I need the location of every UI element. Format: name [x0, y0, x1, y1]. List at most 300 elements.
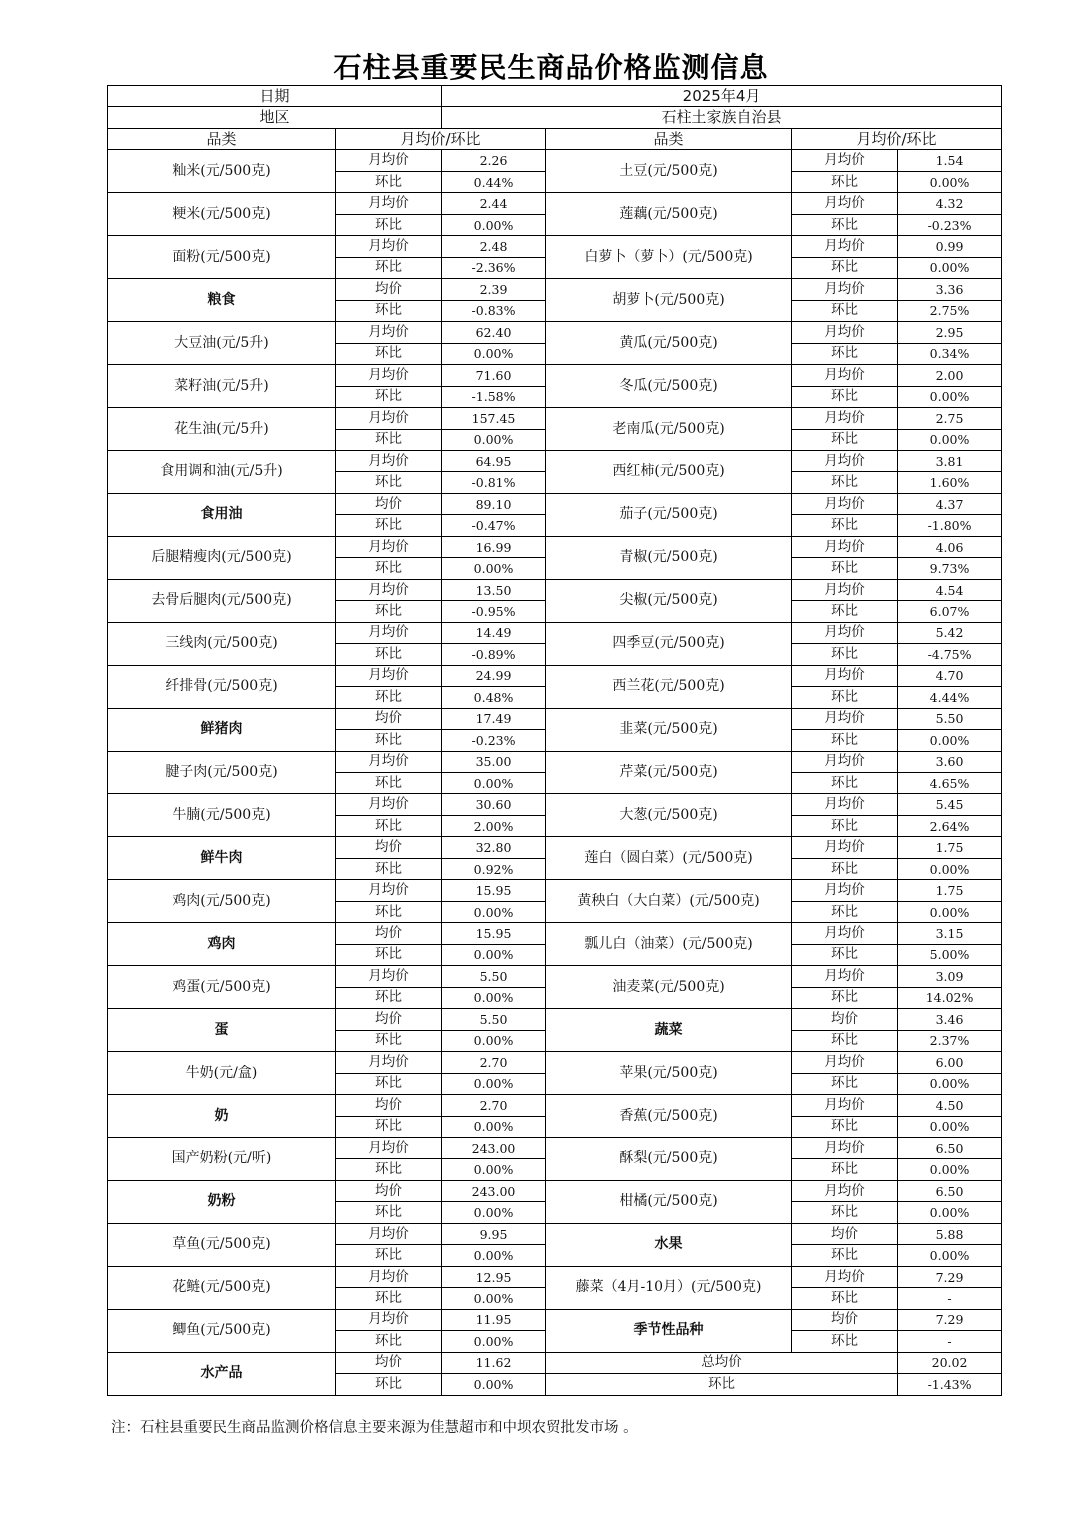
price-value: 2.26: [442, 150, 546, 171]
price-value: 6.50: [898, 1137, 1002, 1158]
change-value: -0.23%: [442, 730, 546, 751]
item-name: 三线肉(元/500克): [108, 622, 336, 665]
change-value: 0.00%: [442, 429, 546, 450]
change-value: 0.00%: [442, 987, 546, 1008]
price-value: 30.60: [442, 794, 546, 815]
price-label: 月均价: [336, 1266, 442, 1287]
table-row: [108, 837, 1002, 858]
change-value: 0.00%: [898, 901, 1002, 922]
change-label: 环比: [792, 386, 898, 407]
change-label: 环比: [792, 472, 898, 493]
change-label: 环比: [792, 944, 898, 965]
change-value: 0.00%: [898, 858, 1002, 879]
change-value: 0.00%: [898, 1073, 1002, 1094]
price-label: 月均价: [336, 1137, 442, 1158]
price-value: 3.09: [898, 966, 1002, 987]
price-value: 1.75: [898, 837, 1002, 858]
price-value: 2.44: [442, 193, 546, 214]
change-value: 0.00%: [898, 1202, 1002, 1223]
change-label: 环比: [336, 1202, 442, 1223]
change-value: 6.07%: [898, 601, 1002, 622]
price-value: 15.95: [442, 923, 546, 944]
price-value: 12.95: [442, 1266, 546, 1287]
change-value: 0.00%: [442, 773, 546, 794]
change-label: 环比: [792, 171, 898, 192]
change-value: 0.48%: [442, 687, 546, 708]
change-label: 环比: [792, 1331, 898, 1352]
date-row: [108, 86, 1002, 107]
change-value: -2.36%: [442, 257, 546, 278]
column-header-row: [108, 128, 1002, 149]
item-name: 土豆(元/500克): [546, 150, 792, 193]
price-label: 月均价: [792, 1095, 898, 1116]
price-label: 月均价: [792, 322, 898, 343]
item-name: 牛腩(元/500克): [108, 794, 336, 837]
price-value: 1.54: [898, 150, 1002, 171]
price-value: 11.62: [442, 1352, 546, 1373]
table-row: [108, 493, 1002, 514]
category-subtotal-name: 水果: [546, 1223, 792, 1266]
price-label: 月均价: [792, 794, 898, 815]
item-name: 鸡蛋(元/500克): [108, 966, 336, 1009]
price-value: 2.75: [898, 408, 1002, 429]
change-value: 14.02%: [898, 987, 1002, 1008]
change-label: 环比: [336, 1116, 442, 1137]
change-label: 环比: [336, 1159, 442, 1180]
price-value: 5.45: [898, 794, 1002, 815]
price-value: 5.50: [442, 966, 546, 987]
table-row: [108, 579, 1002, 600]
table-row: [108, 1009, 1002, 1030]
item-name: 牛奶(元/盒): [108, 1052, 336, 1095]
item-name: 香蕉(元/500克): [546, 1095, 792, 1138]
price-value: 11.95: [442, 1309, 546, 1330]
table-row: [108, 1137, 1002, 1158]
right-category-header: 品类: [546, 128, 792, 149]
footnote: 注：石柱县重要民生商品监测价格信息主要来源为佳慧超市和中坝农贸批发市场 。: [111, 1420, 638, 1436]
price-value: 5.42: [898, 622, 1002, 643]
price-label: 均价: [336, 493, 442, 514]
price-value: 2.00: [898, 365, 1002, 386]
region-value: 石柱土家族自治县: [442, 107, 1002, 128]
item-name: 花生油(元/5升): [108, 408, 336, 451]
price-label: 月均价: [336, 1052, 442, 1073]
change-value: 0.00%: [442, 1245, 546, 1266]
price-value: 5.88: [898, 1223, 1002, 1244]
price-label: 均价: [336, 1095, 442, 1116]
item-name: 大豆油(元/5升): [108, 322, 336, 365]
price-label: 月均价: [792, 837, 898, 858]
price-value: 6.50: [898, 1180, 1002, 1201]
category-subtotal-name: 蔬菜: [546, 1009, 792, 1052]
change-label: 环比: [336, 773, 442, 794]
change-value: 0.44%: [442, 171, 546, 192]
change-label: 环比: [792, 429, 898, 450]
change-value: 0.00%: [442, 1073, 546, 1094]
price-label: 月均价: [336, 408, 442, 429]
category-subtotal-name: 粮食: [108, 279, 336, 322]
total-average-label: 总均价: [546, 1352, 898, 1373]
change-value: 9.73%: [898, 558, 1002, 579]
price-value: 15.95: [442, 880, 546, 901]
price-label: 月均价: [792, 236, 898, 257]
change-label: 环比: [336, 1073, 442, 1094]
change-label: 环比: [792, 257, 898, 278]
price-label: 月均价: [336, 1309, 442, 1330]
price-value: 4.06: [898, 536, 1002, 557]
price-value: 9.95: [442, 1223, 546, 1244]
right-price-header: 月均价/环比: [792, 128, 1002, 149]
change-value: -4.75%: [898, 644, 1002, 665]
item-name: 后腿精瘦肉(元/500克): [108, 536, 336, 579]
table-row: [108, 923, 1002, 944]
item-name: 柑橘(元/500克): [546, 1180, 792, 1223]
change-value: 0.00%: [898, 1116, 1002, 1137]
change-label: 环比: [792, 1116, 898, 1137]
table-row: [108, 966, 1002, 987]
change-value: 0.00%: [898, 429, 1002, 450]
item-name: 菜籽油(元/5升): [108, 365, 336, 408]
table-row: [108, 1180, 1002, 1201]
change-label: 环比: [792, 815, 898, 836]
change-value: 0.00%: [442, 1116, 546, 1137]
price-label: 均价: [336, 1352, 442, 1373]
price-label: 月均价: [792, 1180, 898, 1201]
change-label: 环比: [792, 1159, 898, 1180]
price-value: 5.50: [898, 708, 1002, 729]
change-value: 0.00%: [442, 1202, 546, 1223]
change-value: 0.00%: [442, 1159, 546, 1180]
change-value: -0.89%: [442, 644, 546, 665]
table-row: [108, 236, 1002, 257]
table-row: [108, 665, 1002, 686]
item-name: 西红柿(元/500克): [546, 450, 792, 493]
change-value: 0.00%: [442, 558, 546, 579]
category-subtotal-name: 奶粉: [108, 1180, 336, 1223]
table-row: [108, 279, 1002, 300]
price-label: 月均价: [792, 966, 898, 987]
change-value: 0.00%: [898, 386, 1002, 407]
change-label: 环比: [336, 944, 442, 965]
change-value: 4.44%: [898, 687, 1002, 708]
change-label: 环比: [792, 1073, 898, 1094]
price-label: 月均价: [336, 622, 442, 643]
total-change-value: -1.43%: [898, 1374, 1002, 1395]
price-label: 月均价: [336, 880, 442, 901]
change-label: 环比: [792, 343, 898, 364]
item-name: 腱子肉(元/500克): [108, 751, 336, 794]
change-value: 2.00%: [442, 815, 546, 836]
price-label: 月均价: [792, 450, 898, 471]
price-value: 4.32: [898, 193, 1002, 214]
change-value: 0.92%: [442, 858, 546, 879]
change-label: 环比: [792, 730, 898, 751]
price-value: 3.46: [898, 1009, 1002, 1030]
left-category-header: 品类: [108, 128, 336, 149]
price-value: 6.00: [898, 1052, 1002, 1073]
price-label: 月均价: [336, 536, 442, 557]
left-price-header: 月均价/环比: [336, 128, 546, 149]
change-label: 环比: [336, 687, 442, 708]
table-row: [108, 1052, 1002, 1073]
category-subtotal-name: 水产品: [108, 1352, 336, 1395]
item-name: 鸡肉(元/500克): [108, 880, 336, 923]
price-label: 月均价: [336, 751, 442, 772]
price-value: 4.54: [898, 579, 1002, 600]
change-label: 环比: [336, 858, 442, 879]
price-value: 2.70: [442, 1052, 546, 1073]
item-name: 莲白（圆白菜）(元/500克): [546, 837, 792, 880]
category-subtotal-name: 食用油: [108, 493, 336, 536]
change-label: 环比: [336, 300, 442, 321]
table-row: [108, 751, 1002, 772]
price-label: 月均价: [792, 193, 898, 214]
price-value: 3.60: [898, 751, 1002, 772]
price-value: 2.95: [898, 322, 1002, 343]
price-label: 月均价: [336, 450, 442, 471]
price-label: 月均价: [792, 751, 898, 772]
change-label: 环比: [336, 1288, 442, 1309]
price-label: 均价: [336, 923, 442, 944]
price-value: 71.60: [442, 365, 546, 386]
category-subtotal-name: 季节性品种: [546, 1309, 792, 1352]
item-name: 青椒(元/500克): [546, 536, 792, 579]
price-value: 32.80: [442, 837, 546, 858]
item-name: 藤菜（4月-10月）(元/500克): [546, 1266, 792, 1309]
table-row: [108, 880, 1002, 901]
table-row: [108, 322, 1002, 343]
change-value: 0.00%: [442, 343, 546, 364]
price-table-body: [108, 86, 1002, 1396]
price-label: 均价: [792, 1309, 898, 1330]
change-label: 环比: [792, 300, 898, 321]
item-name: 白萝卜（萝卜）(元/500克): [546, 236, 792, 279]
price-label: 月均价: [792, 1137, 898, 1158]
price-value: 3.36: [898, 279, 1002, 300]
table-row: [108, 1352, 1002, 1373]
change-value: 2.75%: [898, 300, 1002, 321]
item-name: 国产奶粉(元/听): [108, 1137, 336, 1180]
item-name: 花鲢(元/500克): [108, 1266, 336, 1309]
price-label: 月均价: [336, 1223, 442, 1244]
item-name: 面粉(元/500克): [108, 236, 336, 279]
item-name: 油麦菜(元/500克): [546, 966, 792, 1009]
price-label: 月均价: [792, 279, 898, 300]
price-value: 3.81: [898, 450, 1002, 471]
category-subtotal-name: 奶: [108, 1095, 336, 1138]
change-label: 环比: [792, 1202, 898, 1223]
item-name: 芹菜(元/500克): [546, 751, 792, 794]
change-label: 环比: [336, 343, 442, 364]
item-name: 食用调和油(元/5升): [108, 450, 336, 493]
change-label: 环比: [336, 601, 442, 622]
price-label: 月均价: [336, 193, 442, 214]
price-value: 7.29: [898, 1309, 1002, 1330]
change-label: 环比: [792, 644, 898, 665]
item-name: 韭菜(元/500克): [546, 708, 792, 751]
region-row: [108, 107, 1002, 128]
change-value: -1.58%: [442, 386, 546, 407]
price-value: 13.50: [442, 579, 546, 600]
item-name: 西兰花(元/500克): [546, 665, 792, 708]
price-value: 243.00: [442, 1137, 546, 1158]
item-name: 鲫鱼(元/500克): [108, 1309, 336, 1352]
change-value: 0.00%: [442, 901, 546, 922]
change-value: 0.00%: [442, 944, 546, 965]
price-label: 月均价: [336, 322, 442, 343]
price-label: 均价: [792, 1009, 898, 1030]
change-label: 环比: [792, 987, 898, 1008]
change-value: 5.00%: [898, 944, 1002, 965]
change-value: 2.64%: [898, 815, 1002, 836]
change-label: 环比: [336, 1374, 442, 1395]
table-row: [108, 408, 1002, 429]
price-value: 4.37: [898, 493, 1002, 514]
category-subtotal-name: 蛋: [108, 1009, 336, 1052]
price-label: 月均价: [336, 794, 442, 815]
price-value: 62.40: [442, 322, 546, 343]
change-label: 环比: [336, 515, 442, 536]
change-label: 环比: [336, 644, 442, 665]
item-name: 老南瓜(元/500克): [546, 408, 792, 451]
item-name: 黄秧白（大白菜）(元/500克): [546, 880, 792, 923]
price-value: 2.70: [442, 1095, 546, 1116]
price-label: 月均价: [792, 579, 898, 600]
item-name: 瓢儿白（油菜）(元/500克): [546, 923, 792, 966]
price-label: 均价: [336, 837, 442, 858]
change-value: 0.00%: [898, 1159, 1002, 1180]
price-value: 157.45: [442, 408, 546, 429]
item-name: 去骨后腿肉(元/500克): [108, 579, 336, 622]
price-label: 月均价: [792, 150, 898, 171]
change-label: 环比: [336, 815, 442, 836]
price-value: 24.99: [442, 665, 546, 686]
change-label: 环比: [792, 773, 898, 794]
date-label: 日期: [108, 86, 442, 107]
change-label: 环比: [792, 515, 898, 536]
price-label: 月均价: [792, 708, 898, 729]
table-row: [108, 365, 1002, 386]
change-value: -0.23%: [898, 214, 1002, 235]
change-value: 4.65%: [898, 773, 1002, 794]
date-value: 2025年4月: [442, 86, 1002, 107]
change-value: -0.47%: [442, 515, 546, 536]
price-table: [107, 85, 1002, 1396]
price-label: 均价: [336, 1180, 442, 1201]
change-value: -0.83%: [442, 300, 546, 321]
price-label: 月均价: [336, 579, 442, 600]
price-value: 16.99: [442, 536, 546, 557]
item-name: 大葱(元/500克): [546, 794, 792, 837]
price-value: 2.48: [442, 236, 546, 257]
change-value: 0.00%: [442, 1288, 546, 1309]
change-label: 环比: [792, 601, 898, 622]
total-change-label: 环比: [546, 1374, 898, 1395]
item-name: 酥梨(元/500克): [546, 1137, 792, 1180]
item-name: 籼米(元/500克): [108, 150, 336, 193]
item-name: 草鱼(元/500克): [108, 1223, 336, 1266]
price-value: 35.00: [442, 751, 546, 772]
change-label: 环比: [792, 687, 898, 708]
change-label: 环比: [792, 1030, 898, 1051]
table-row: [108, 1266, 1002, 1287]
change-label: 环比: [336, 1331, 442, 1352]
change-value: 0.00%: [898, 730, 1002, 751]
price-value: 0.99: [898, 236, 1002, 257]
change-label: 环比: [792, 214, 898, 235]
price-label: 月均价: [792, 880, 898, 901]
price-label: 月均价: [336, 665, 442, 686]
category-subtotal-name: 鲜猪肉: [108, 708, 336, 751]
price-label: 月均价: [336, 150, 442, 171]
change-value: -: [898, 1288, 1002, 1309]
table-row: [108, 1223, 1002, 1244]
item-name: 苹果(元/500克): [546, 1052, 792, 1095]
change-value: -0.95%: [442, 601, 546, 622]
change-label: 环比: [336, 1030, 442, 1051]
change-label: 环比: [336, 171, 442, 192]
price-label: 月均价: [336, 365, 442, 386]
table-row: [108, 1309, 1002, 1330]
change-value: 0.00%: [442, 1331, 546, 1352]
change-value: 0.34%: [898, 343, 1002, 364]
item-name: 胡萝卜(元/500克): [546, 279, 792, 322]
price-label: 均价: [336, 708, 442, 729]
price-label: 月均价: [792, 1266, 898, 1287]
change-value: -0.81%: [442, 472, 546, 493]
price-value: 243.00: [442, 1180, 546, 1201]
price-label: 均价: [336, 1009, 442, 1030]
change-value: 1.60%: [898, 472, 1002, 493]
item-name: 莲藕(元/500克): [546, 193, 792, 236]
price-label: 月均价: [792, 622, 898, 643]
change-value: 0.00%: [898, 1245, 1002, 1266]
price-label: 月均价: [792, 923, 898, 944]
price-label: 月均价: [792, 665, 898, 686]
change-label: 环比: [336, 386, 442, 407]
change-value: -: [898, 1331, 1002, 1352]
price-value: 7.29: [898, 1266, 1002, 1287]
price-value: 1.75: [898, 880, 1002, 901]
price-label: 月均价: [336, 966, 442, 987]
price-value: 5.50: [442, 1009, 546, 1030]
change-value: 0.00%: [442, 1374, 546, 1395]
price-label: 月均价: [792, 1052, 898, 1073]
item-name: 冬瓜(元/500克): [546, 365, 792, 408]
table-row: [108, 193, 1002, 214]
change-label: 环比: [336, 987, 442, 1008]
change-value: 0.00%: [442, 214, 546, 235]
table-row: [108, 150, 1002, 171]
price-value: 89.10: [442, 493, 546, 514]
change-label: 环比: [792, 858, 898, 879]
item-name: 尖椒(元/500克): [546, 579, 792, 622]
price-label: 月均价: [792, 536, 898, 557]
price-label: 月均价: [792, 408, 898, 429]
price-value: 4.70: [898, 665, 1002, 686]
change-label: 环比: [336, 257, 442, 278]
change-label: 环比: [336, 558, 442, 579]
price-label: 月均价: [792, 365, 898, 386]
table-row: [108, 536, 1002, 557]
price-value: 4.50: [898, 1095, 1002, 1116]
table-row: [108, 708, 1002, 729]
price-label: 月均价: [792, 493, 898, 514]
price-label: 均价: [792, 1223, 898, 1244]
change-label: 环比: [336, 1245, 442, 1266]
change-label: 环比: [792, 558, 898, 579]
item-name: 粳米(元/500克): [108, 193, 336, 236]
